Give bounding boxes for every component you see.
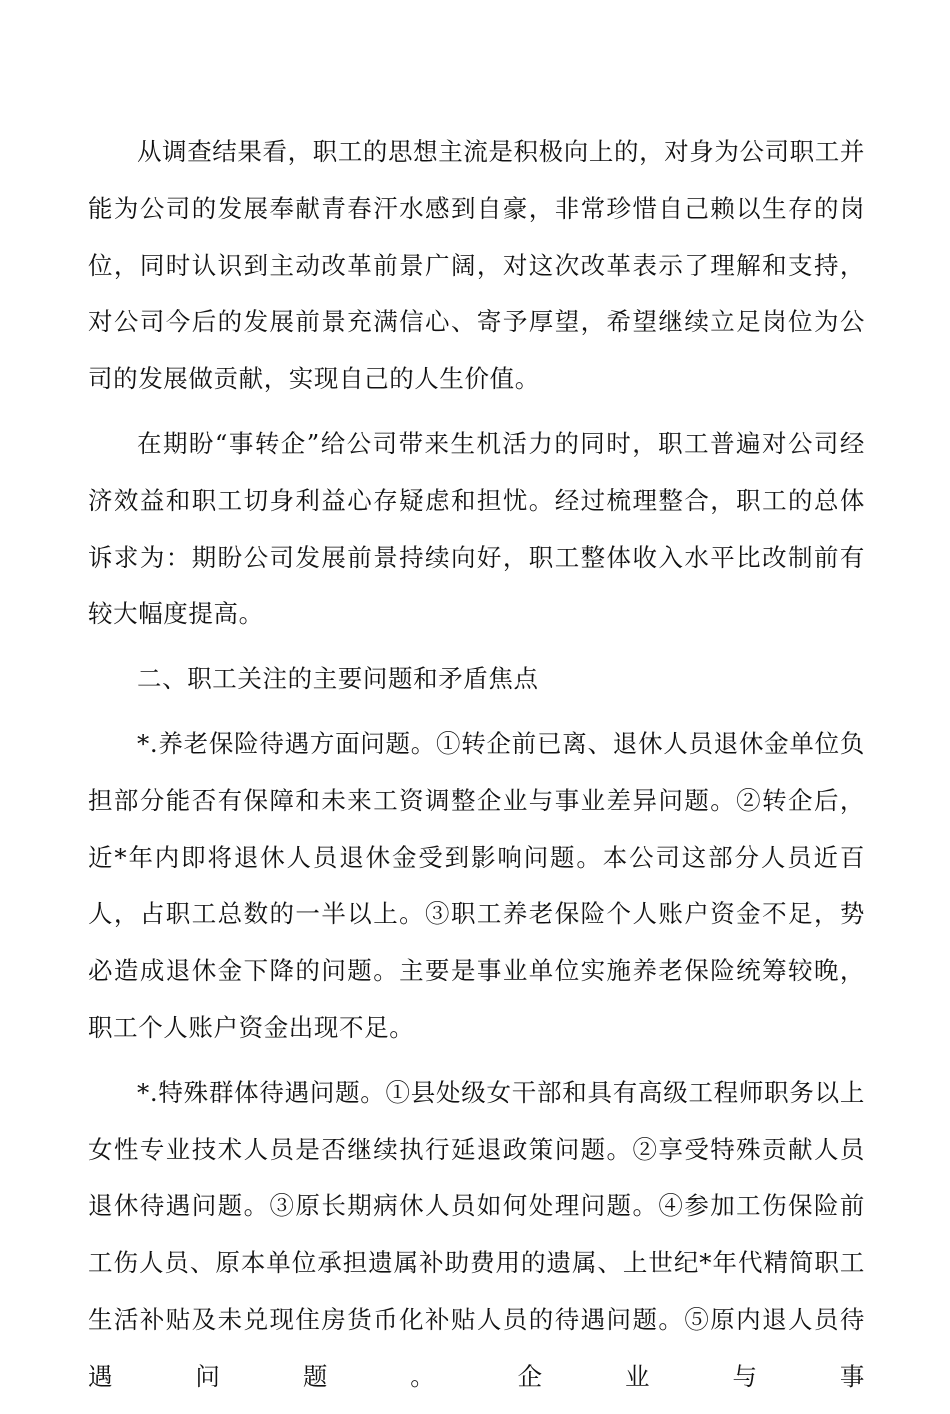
document-page [88,124,865,1414]
paragraph-survey-results: 从调查结果看，职工的思想主流是积极向上的，对身为公司职工并能为公司的发展奉献青春汗水感到自豪，非常珍惜自己赖以生存的岗位，同时认识到主动改革前景广阔，对这次改革表示了理解和支持，对公司今后的发展前景充满信心、寄予厚望，希望继续立足岗位为公司的发展做贡献，实现自己的人生价值。 [88,137,865,394]
section-heading: 二、职工关注的主要问题和矛盾焦点 [137,664,539,694]
item-special-groups: *.特殊群体待遇问题。①县处级女干部和具有高级工程师职务以上女性专业技术人员是否继续执行延退政策问题。②享受特殊贡献人员退休待遇问题。③原长期病休人员如何处理问题。④参加工伤保险前工伤人员、原本单位承担遗属补助费用的遗属、上世纪*年代精简职工生活补贴及未兑现住房货币化补贴人员的待遇问题。⑤原内退人员待遇问题。企业与事 [88,1077,865,1391]
paragraph-employee-concerns: 在期盼“事转企”给公司带来生机活力的同时，职工普遍对公司经济效益和职工切身利益心存疑虑和担忧。经过梳理整合，职工的总体诉求为：期盼公司发展前景持续向好，职工整体收入水平比改制前有较大幅度提高。 [88,428,865,629]
item-pension-issues: *.养老保险待遇方面问题。①转企前已离、退休人员退休金单位负担部分能否有保障和未来工资调整企业与事业差异问题。②转企后，近*年内即将退休人员退休金受到影响问题。本公司这部分人员近百人，占职工总数的一半以上。③职工养老保险个人账户资金不足，势必造成退休金下降的问题。主要是事业单位实施养老保险统筹较晚，职工个人账户资金出现不足。 [88,728,865,1042]
